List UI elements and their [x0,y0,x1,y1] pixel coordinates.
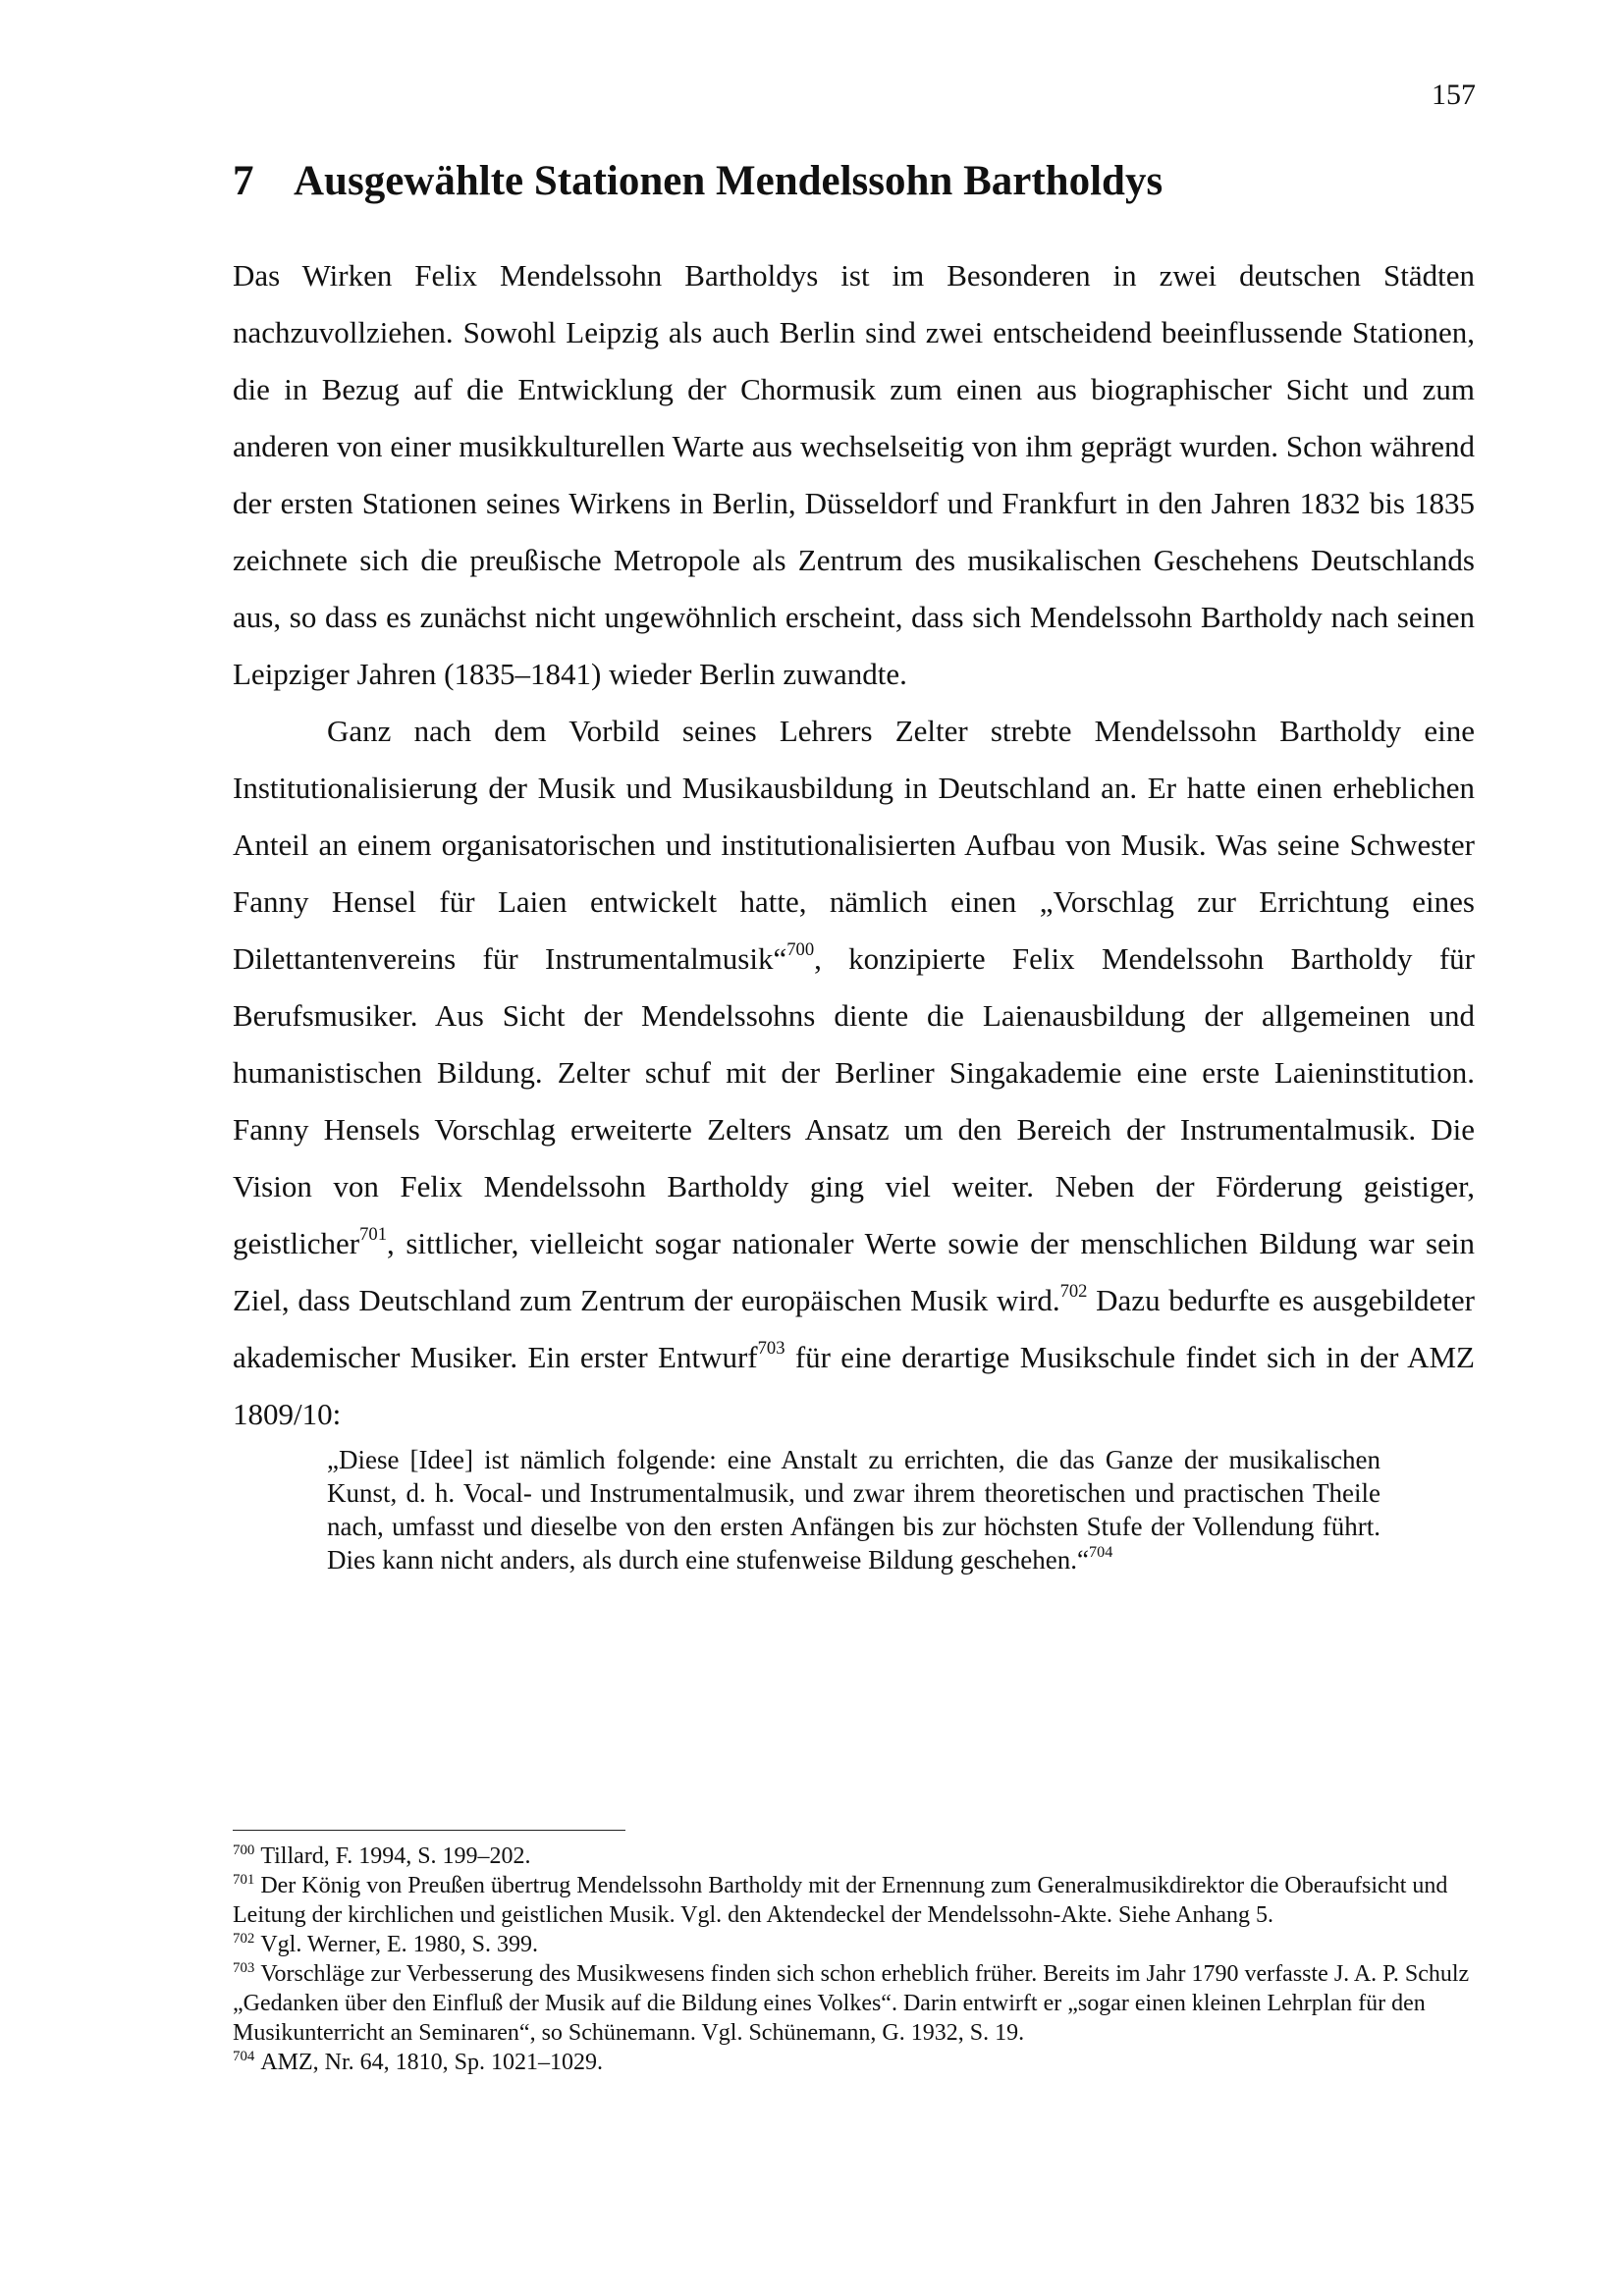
footnote-ref-702[interactable]: 702 [1059,1281,1088,1303]
footnote-ref-700[interactable]: 700 [786,939,815,961]
footnotes [233,1842,1475,2077]
paragraph-2-segment-1: Ganz nach dem Vorbild seines Lehrers Zelter strebte Mendelssohn Bartholdy eine Institutionalisierung der Musik und Musikausbildung in Deutschland an. Er hatte einen erheblichen Anteil an einem organisatorischen und institutionalisierten Aufbau von Musik. Was seine Schwester Fanny Hensel für Laien entwickelt hatte, nämlich einen „Vorschlag zur Errichtung eines Dilettantenvereins für Instrumentalmusik“ [233,714,1475,976]
footnote-separator [233,1830,625,1831]
chapter-title [233,152,1475,211]
page-number: 157 [1432,79,1476,111]
paragraph-2 [233,703,1475,1443]
footnote-number: 702 [233,1931,255,1948]
footnote-ref-704[interactable]: 704 [1089,1542,1113,1561]
footnote-text: Tillard, F. 1994, S. 199–202. [260,1843,531,1869]
paragraph-2-segment-5: für eine derartige Musikschule findet sich in der AMZ 1809/10: [233,1340,1475,1431]
footnote-ref-701[interactable]: 701 [359,1224,388,1246]
block-quote-text: „Diese [Idee] ist nämlich folgende: eine Anstalt zu errichten, die das Ganze der musikalischen Kunst, d. h. Vocal- und Instrumentalmusik, und zwar ihrem theoretischen und practischen Theile nach, umfasst und dieselbe von den ersten Anfängen bis zur höchsten Stufe der Vollendung führt. Dies kann nicht anders, als durch eine stufenweise Bildung geschehen.“ [327,1445,1380,1575]
footnote-number: 704 [233,2049,255,2065]
footnote-text: Vorschläge zur Verbesserung des Musikwesens finden sich schon erheblich früher. Bereits im Jahr 1790 verfasste J. A. P. Schulz „Gedanken über den Einfluß der Musik auf die Bildung eines Volkes“. Darin entwirft er „sogar einen kleinen Lehrplan für den Musikunterricht an Seminaren“, so Schünemann. Vgl. Schünemann, G. 1932, S. 19. [233,1961,1470,2046]
paragraph-2-segment-3: , sittlicher, vielleicht sogar nationaler Werte sowie der menschlichen Bildung war sein Ziel, dass Deutschland zum Zentrum der europäischen Musik wird. [233,1226,1475,1317]
footnote-number: 701 [233,1872,255,1889]
footnote-700 [233,1842,1475,1871]
chapter-title-text: Ausgewählte Stationen Mendelssohn Bartholdys [294,158,1163,204]
chapter-number: 7 [233,158,254,204]
paragraph-2-segment-4: Dazu bedurfte es ausgebildeter akademischer Musiker. Ein erster Entwurf [233,1283,1475,1374]
body-text [233,247,1475,1576]
footnote-ref-703[interactable]: 703 [757,1338,785,1360]
footnote-text: Der König von Preußen übertrug Mendelssohn Bartholdy mit der Ernennung zum Generalmusikdirektor die Oberaufsicht und Leitung der kirchlichen und geistlichen Musik. Vgl. den Aktendeckel der Mendelssohn-Akte. Siehe Anhang 5. [233,1873,1448,1928]
footnote-704 [233,2048,1475,2077]
footnote-701 [233,1871,1475,1930]
paragraph-2-segment-2: , konzipierte Felix Mendelssohn Bartholdy für Berufsmusiker. Aus Sicht der Mendelssohns diente die Laienausbildung der allgemeinen und humanistischen Bildung. Zelter schuf mit der Berliner Singakademie eine erste Laieninstitution. Fanny Hensels Vorschlag erweiterte Zelters Ansatz um den Bereich der Instrumentalmusik. Die Vision von Felix Mendelssohn Bartholdy ging viel weiter. Neben der Förderung geistiger, geistlicher [233,941,1476,1260]
footnote-text: AMZ, Nr. 64, 1810, Sp. 1021–1029. [260,2050,603,2075]
block-quote [233,1443,1475,1576]
footnote-number: 703 [233,1960,255,1977]
paragraph-1: Das Wirken Felix Mendelssohn Bartholdys ist im Besonderen in zwei deutschen Städten nachzuvollziehen. Sowohl Leipzig als auch Berlin sind zwei entscheidend beeinflussende Stationen, die in Bezug auf die Entwicklung der Chormusik zum einen aus biographischer Sicht und zum anderen von einer musikkulturellen Warte aus wechselseitig von ihm geprägt wurden. Schon während der ersten Stationen seines Wirkens in Berlin, Düsseldorf und Frankfurt in den Jahren 1832 bis 1835 zeichnete sich die preußische Metropole als Zentrum des musikalischen Geschehens Deutschlands aus, so dass es zunächst nicht ungewöhnlich erscheint, dass sich Mendelssohn Bartholdy nach seinen Leipziger Jahren (1835–1841) wieder Berlin zuwandte. [233,258,1475,691]
footnote-number: 700 [233,1842,255,1859]
footnote-text: Vgl. Werner, E. 1980, S. 399. [260,1932,538,1957]
footnote-703 [233,1959,1475,2048]
footnote-702 [233,1930,1475,1959]
